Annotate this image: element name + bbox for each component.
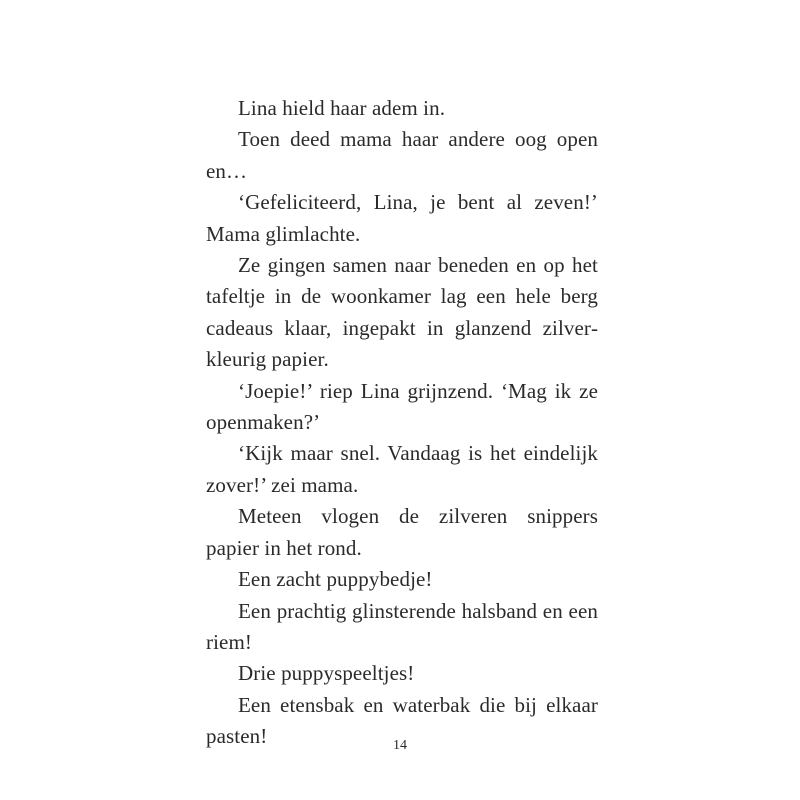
paragraph: Toen deed mama haar andere oog open en… [206,127,598,183]
paragraph: Meteen vlogen de zilveren snippers papier in het rond. [206,504,598,560]
paragraph: Lina hield haar adem in. [238,96,446,120]
body-text [206,93,598,753]
paragraph: ‘Joepie!’ riep Lina grijnzend. ‘Mag ik ze openmaken?’ [206,378,598,435]
paragraph: ‘Gefeliciteerd, Lina, je bent al zeven!’ Mama glimlachte. [206,190,598,246]
paragraph: Ze gingen samen naar beneden en op het tafeltje in de woonkamer lag een hele berg cadeaus klaar, ingepakt in glanzend zilverkleurig papier. [206,253,598,372]
paragraph: Drie puppyspeeltjes! [238,661,415,686]
page-number: 14 [393,738,407,753]
paragraph: Een prachtig glinsterende halsband en een riem! [206,598,598,654]
paragraph: Een etensbak en waterbak die bij elkaar pasten! [206,692,598,749]
paragraph: ‘Kijk maar snel. Vandaag is het eindelijk zover!’ zei mama. [206,441,598,497]
paragraph: Een zacht puppybedje! [238,567,433,592]
